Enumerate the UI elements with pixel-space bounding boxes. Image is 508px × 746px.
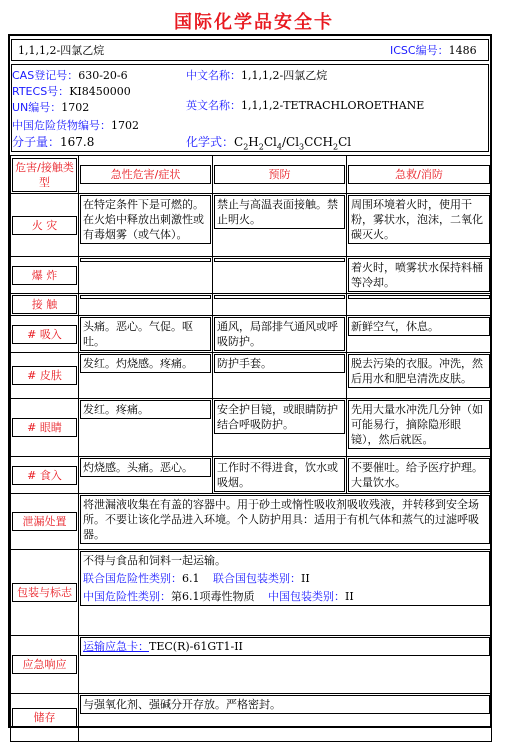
table-row [11,399,492,457]
cas-label: CAS登记号： [12,69,79,82]
hazard-cell: 发红。疼痛。 [80,400,211,419]
cn-name-label: 中文名称： [186,69,241,82]
table-row [11,457,492,494]
hazard-cell [80,295,211,299]
prevention-cell: 通风，局部排气通风或呼吸防护。 [214,317,345,351]
row-type-label: 火 灾 [12,216,77,235]
en-name-value: 1,1,1,2-TETRACHLOROETHANE [241,99,425,112]
mw-value: 167.8 [60,135,95,149]
formula-value: $C_2H_2Cl_4/Cl_3CCH_2Cl$ [234,135,352,152]
packaging-row [11,550,492,636]
row-type-label: 爆 炸 [12,266,77,285]
cas-value: 630-20-6 [78,69,128,82]
prevention-cell [214,295,345,299]
packaging-label: 包装与标志 [12,583,77,602]
first-aid-cell: 不要催吐。给予医疗护理。大量饮水。 [348,458,490,492]
spill-text: 将泄漏液收集在有盖的容器中。用于砂土或惰性吸收剂吸收残液，并转移到安全场所。不要让该化学品进入环境。个人防护用具：适用于有机气体和蒸气的过滤呼吸器。 [80,495,490,544]
prevention-cell: 禁止与高温表面接触。禁止明火。 [214,195,345,229]
prevention-cell [214,258,345,262]
cn-danger-label: 中国危险货物编号： [12,119,111,132]
prevention-cell: 安全护目镜，或眼睛防护结合呼吸防护。 [214,400,345,434]
first-aid-cell: 新鲜空气，休息。 [348,317,490,336]
column-header: 急性危害/症状 [80,165,211,184]
un-pack-label: 联合国包装类别： [213,572,301,585]
un-value: 1702 [61,101,90,114]
hazard-cell: 发红。灼烧感。疼痛。 [80,354,211,373]
table-row [11,316,492,353]
emergency-label: 应急响应 [12,655,77,674]
prevention-cell: 工作时不得进食，饮水或吸烟。 [214,458,345,492]
un-class-value: 6.1 [182,572,200,585]
header-bar [11,39,489,61]
emergency-content [80,637,490,656]
table-row [11,353,492,399]
transport-card-label: 运输应急卡： [83,640,149,653]
storage-row [11,694,492,742]
page-title: 国际化学品安全卡 [174,12,334,33]
un-pack-value: II [301,572,310,585]
identifiers-block [11,64,489,152]
cn-name-value: 1,1,1,2-四氯乙烷 [241,69,328,82]
formula-label: 化学式： [186,135,235,149]
row-type-label: # 皮肤 [12,366,77,385]
row-type-label: # 吸入 [12,325,77,344]
hazard-cell: 灼烧感。头痛。恶心。 [80,458,211,477]
un-class-label: 联合国危险性类别： [83,572,182,585]
row-type-label: # 眼睛 [12,418,77,437]
cn-danger-value: 1702 [111,119,139,132]
row-type-label: # 食入 [12,466,77,485]
packaging-line: 不得与食品和饲料一起运输。 [83,554,226,567]
hazard-cell [80,258,211,262]
first-aid-cell [348,295,490,299]
packaging-content [80,551,490,606]
storage-text: 与强氧化剂、强碱分开存放。严格密封。 [80,695,490,714]
cn-class-value: 第6.1项毒性物质 [171,590,255,603]
rtecs-label: RTECS号： [12,85,70,98]
table-row [11,294,492,316]
icsc-value: 1486 [448,44,477,57]
column-header: 预防 [214,165,345,184]
rtecs-value: KI8450000 [69,85,131,98]
cn-pack-label: 中国包装类别： [268,590,345,603]
column-header: 急救/消防 [348,165,490,184]
table-row [11,257,492,294]
transport-card-value: TEC(R)-61GT1-II [149,640,243,653]
cn-pack-value: II [345,590,354,603]
un-label: UN编号： [12,101,62,114]
cn-class-label: 中国危险性类别： [83,590,171,603]
en-name-label: 英文名称： [186,99,241,112]
spill-label: 泄漏处置 [12,512,77,531]
row-type-label: 接 触 [12,295,77,314]
first-aid-cell: 周围环境着火时，使用干粉，雾状水，泡沫，二氧化碳灭火。 [348,195,490,244]
first-aid-cell: 脱去污染的衣服。冲洗，然后用水和肥皂清洗皮肤。 [348,354,490,388]
hazard-cell: 在特定条件下是可燃的。在火焰中释放出刺激性或有毒烟雾（或气体）。 [80,195,211,244]
table-header-row [11,156,492,194]
prevention-cell: 防护手套。 [214,354,345,373]
hazard-cell: 头痛。恶心。气促。呕吐。 [80,317,211,351]
emergency-row [11,636,492,694]
mw-label: 分子量： [12,135,61,149]
first-aid-cell: 先用大量水冲洗几分钟（如可能易行，摘除隐形眼镜），然后就医。 [348,400,490,449]
column-header: 危害/接触类型 [12,158,77,192]
spill-row [11,494,492,550]
table-row [11,194,492,257]
storage-label: 储存 [12,708,77,727]
chemical-name: 1,1,1,2-四氯乙烷 [18,44,105,57]
hazard-table [10,155,492,742]
icsc-label: ICSC编号： [390,44,449,57]
first-aid-cell: 着火时，喷雾状水保持料桶等冷却。 [348,258,490,292]
